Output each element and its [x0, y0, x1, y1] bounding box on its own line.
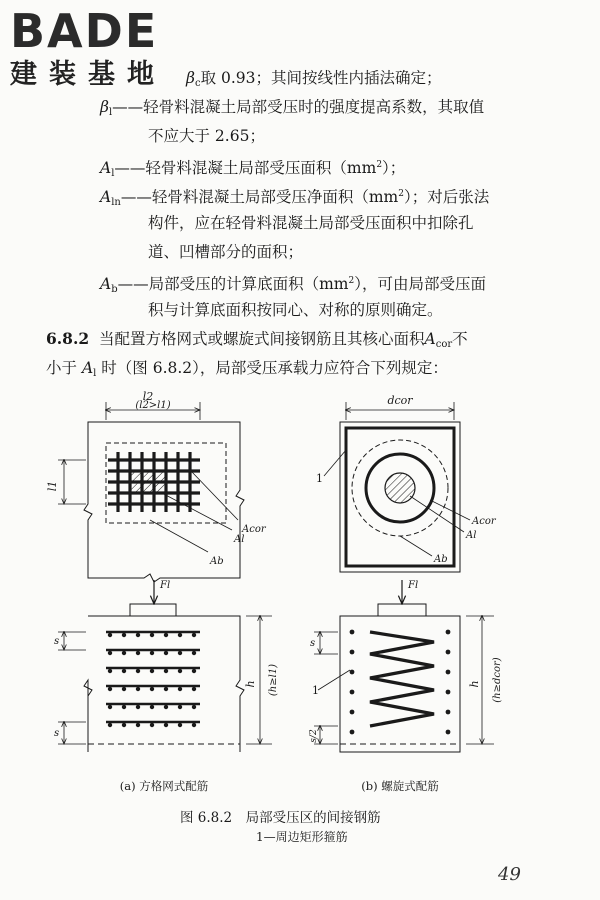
page-number: 49: [498, 864, 521, 885]
callout-1-b-top: 1: [316, 472, 323, 485]
clause-line2: 小于 $A_l$ 时（图 6.8.2），局部受压承载力应符合下列规定：: [46, 359, 448, 379]
label-Ab-b: Ab: [434, 554, 448, 565]
def-beta-l: $\beta_l——$轻骨料混凝土局部受压时的强度提高系数，其取值: [100, 98, 485, 118]
section-b: [314, 580, 494, 752]
plan-a: [58, 402, 244, 582]
label-Al-a: Al: [234, 534, 245, 545]
def-A-b: $A_b——$局部受压的计算底面积$(mm^2)$，可由局部受压面: [100, 275, 487, 295]
logo: [10, 6, 180, 90]
label-l1: l1: [46, 480, 59, 492]
label-Al-b: Al: [466, 530, 477, 541]
label-l2: l2: [142, 390, 154, 403]
label-dcor: dcor: [387, 394, 413, 407]
subcaption-a: (a) 方格网式配筋: [119, 779, 209, 793]
label-Acor-a: Acor: [242, 524, 266, 535]
def-A-ln-line2: 构件，应在轻骨料混凝土局部受压面积中扣除孔: [148, 214, 474, 232]
logo-brand: BADE: [10, 4, 159, 58]
label-Acor-b: Acor: [472, 516, 496, 527]
logo-subtitle: 建装基地: [10, 59, 166, 90]
label-h-cond-b: (h≥dcor): [492, 657, 503, 703]
def-A-b-line2: 积与计算底面积按同心、对称的原则确定。: [148, 301, 443, 319]
clause-number: 6.8.2: [46, 329, 90, 348]
plan-b: [324, 402, 470, 572]
label-s-a-bottom: s: [54, 728, 60, 739]
callout-1-b-section: 1: [312, 684, 319, 697]
subcaption-b: (b) 螺旋式配筋: [361, 779, 439, 793]
label-h-cond-a: (h≥l1): [268, 663, 279, 697]
figure-note: 1—周边矩形箍筋: [256, 830, 348, 844]
label-l2-cond: (l2>l1): [135, 400, 171, 411]
def-A-l: $A_l——$轻骨料混凝土局部受压面积$(mm^2)$；: [100, 159, 406, 179]
def-A-ln: $A_{ln}——$轻骨料混凝土局部受压净面积$(mm^2)$；对后张法: [100, 188, 490, 208]
clause-line1: 6.8.2 当配置方格网式或螺旋式间接钢筋且其核心面积$A_{cor}$不: [46, 329, 468, 350]
label-h-a: h: [244, 680, 257, 688]
figure-caption: 图 6.8.2 局部受压区的间接钢筋: [180, 810, 381, 826]
section-a-bar-dots: [108, 633, 196, 727]
label-half-s: s/2: [309, 729, 319, 743]
def-beta-l-line2: 不应大于 2.65；: [148, 127, 265, 145]
label-Fl-b: Fl: [408, 580, 419, 591]
label-Fl-a: Fl: [160, 580, 171, 591]
label-h-b: h: [468, 680, 481, 688]
def-beta-c: $\beta_c$取 0.93；其间按线性内插法确定；: [186, 69, 442, 89]
label-Ab-a: Ab: [210, 556, 224, 567]
def-A-ln-line3: 道、凹槽部分的面积；: [148, 243, 304, 261]
figure-6-8-2: [0, 380, 600, 800]
label-s-a-top: s: [54, 636, 60, 647]
label-s-b: s: [310, 638, 316, 649]
